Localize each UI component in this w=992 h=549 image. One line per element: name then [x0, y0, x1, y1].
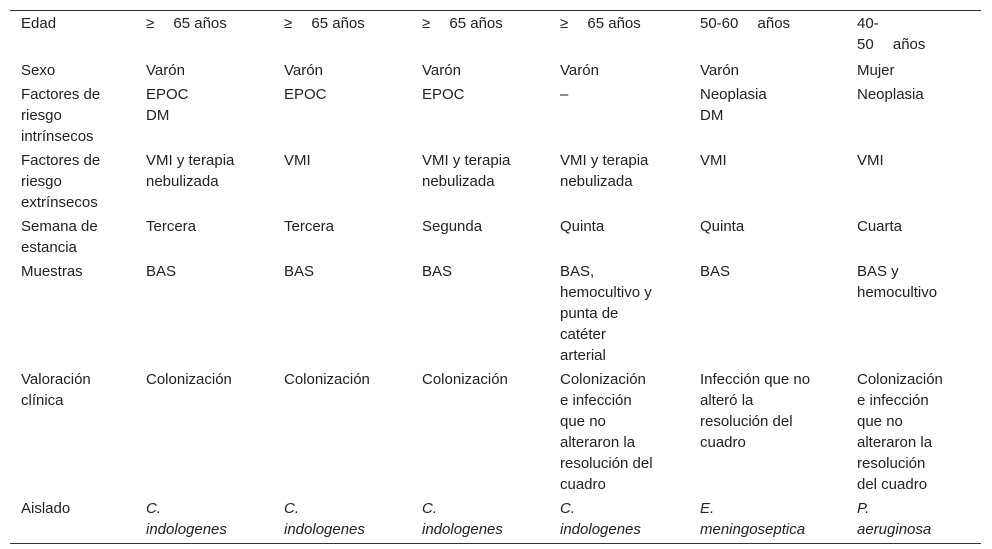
- table-cell: [146, 213, 284, 258]
- cell-text-line: C.: [284, 500, 299, 517]
- cell-text-line: VMI y terapia: [422, 152, 511, 169]
- cell-text-line: indologenes: [560, 521, 641, 538]
- cell-text-line: Quinta: [700, 218, 745, 235]
- row-label-cell: [10, 147, 146, 213]
- row-label-cell: [10, 213, 146, 258]
- cell-text-line: VMI: [857, 152, 884, 169]
- table-cell: [857, 495, 981, 544]
- table-cell: [700, 366, 857, 495]
- table-cell: [700, 81, 857, 147]
- table-cell: [560, 213, 700, 258]
- row-label-cell: [10, 57, 146, 81]
- cell-text-line: Tercera: [284, 218, 335, 235]
- cell-text-line: resolución del: [560, 455, 653, 472]
- table-cell: [146, 57, 284, 81]
- table-cell: [146, 495, 284, 544]
- table-cell: [284, 57, 422, 81]
- table-cell: [700, 258, 857, 366]
- cell-text-line: e infección: [857, 392, 929, 409]
- table-cell: [700, 495, 857, 544]
- row-label-line: clínica: [21, 392, 64, 409]
- table-cell: [560, 258, 700, 366]
- cell-text-line: Varón: [560, 62, 599, 79]
- table-cell: [422, 11, 560, 58]
- cell-text-line: Colonización: [284, 371, 370, 388]
- cell-text-line: 40-: [857, 15, 879, 32]
- table-row: [10, 81, 981, 147]
- cell-text-line: catéter: [560, 326, 606, 343]
- table-cell: [422, 366, 560, 495]
- cell-text-line: BAS: [284, 263, 315, 280]
- table-cell: [560, 57, 700, 81]
- row-label-line: riesgo: [21, 173, 62, 190]
- row-label-cell: [10, 258, 146, 366]
- cell-text-line: ≥ 65 años: [560, 15, 641, 32]
- table-body: [10, 11, 981, 544]
- table-row: [10, 258, 981, 366]
- cell-text-line: nebulizada: [560, 173, 633, 190]
- cell-text-line: alteró la: [700, 392, 754, 409]
- cell-text-line: resolución del: [700, 413, 793, 430]
- cell-text-line: Segunda: [422, 218, 483, 235]
- table-cell: [560, 366, 700, 495]
- cell-text-line: DM: [700, 107, 724, 124]
- row-label-line: extrínsecos: [21, 194, 98, 211]
- cell-text-line: Varón: [284, 62, 323, 79]
- cell-text-line: VMI: [700, 152, 727, 169]
- table-cell: [857, 366, 981, 495]
- cell-text-line: resolución: [857, 455, 926, 472]
- row-label-cell: [10, 495, 146, 544]
- cell-text-line: punta de: [560, 305, 619, 322]
- row-label-cell: [10, 11, 146, 58]
- table-cell: [857, 57, 981, 81]
- cell-text-line: C.: [422, 500, 437, 517]
- cell-text-line: E.: [700, 500, 715, 517]
- row-label-line: Aislado: [21, 500, 71, 517]
- table-cell: [857, 258, 981, 366]
- cell-text-line: Varón: [700, 62, 739, 79]
- table-cell: [422, 258, 560, 366]
- row-label-line: Edad: [21, 15, 57, 32]
- table-cell: [422, 81, 560, 147]
- table-row: [10, 213, 981, 258]
- cell-text-line: C.: [560, 500, 575, 517]
- cell-text-line: Colonización: [146, 371, 232, 388]
- table-cell: [700, 147, 857, 213]
- cell-text-line: nebulizada: [422, 173, 495, 190]
- row-label-line: Factores de: [21, 86, 101, 103]
- row-label-line: Valoración: [21, 371, 91, 388]
- cell-text-line: BAS,: [560, 263, 595, 280]
- table-cell: [146, 11, 284, 58]
- table-cell: [857, 81, 981, 147]
- table-cell: [560, 147, 700, 213]
- table-row: [10, 11, 981, 58]
- cell-text-line: VMI: [284, 152, 311, 169]
- cell-text-line: Cuarta: [857, 218, 903, 235]
- cell-text-line: BAS: [700, 263, 731, 280]
- table-cell: [146, 258, 284, 366]
- cell-text-line: indologenes: [146, 521, 227, 538]
- cell-text-line: ≥ 65 años: [422, 15, 503, 32]
- cell-text-line: EPOC: [422, 86, 465, 103]
- row-label-cell: [10, 366, 146, 495]
- cell-text-line: e infección: [560, 392, 632, 409]
- table-row: [10, 495, 981, 544]
- cell-text-line: que no: [560, 413, 606, 430]
- cell-text-line: Neoplasia: [700, 86, 767, 103]
- cell-text-line: Tercera: [146, 218, 197, 235]
- cell-text-line: 50-60 años: [700, 15, 791, 32]
- cell-text-line: indologenes: [284, 521, 365, 538]
- row-label-line: Muestras: [21, 263, 83, 280]
- table-cell: [422, 147, 560, 213]
- cell-text-line: Colonización: [560, 371, 646, 388]
- table-cell: [700, 213, 857, 258]
- cell-text-line: cuadro: [560, 476, 606, 493]
- cell-text-line: BAS y: [857, 263, 899, 280]
- table-cell: [560, 11, 700, 58]
- cell-text-line: Varón: [146, 62, 185, 79]
- table-cell: [422, 57, 560, 81]
- cell-text-line: alteraron la: [857, 434, 933, 451]
- cell-text-line: EPOC: [284, 86, 327, 103]
- table-cell: [146, 147, 284, 213]
- table-cell: [284, 11, 422, 58]
- row-label-line: estancia: [21, 239, 77, 256]
- cell-text-line: VMI y terapia: [560, 152, 649, 169]
- table-cell: [560, 495, 700, 544]
- cell-text-line: Varón: [422, 62, 461, 79]
- cell-text-line: Colonización: [857, 371, 943, 388]
- table-cell: [284, 81, 422, 147]
- table-row: [10, 57, 981, 81]
- cell-text-line: Mujer: [857, 62, 895, 79]
- table-cell: [700, 57, 857, 81]
- clinical-cases-table: [10, 10, 981, 544]
- cell-text-line: 50 años: [857, 36, 926, 53]
- table-cell: [284, 258, 422, 366]
- cell-text-line: hemocultivo y: [560, 284, 652, 301]
- cell-text-line: Quinta: [560, 218, 605, 235]
- table-cell: [857, 147, 981, 213]
- clinical-cases-table-wrapper: [10, 10, 981, 544]
- cell-text-line: del cuadro: [857, 476, 928, 493]
- cell-text-line: hemocultivo: [857, 284, 938, 301]
- table-cell: [284, 213, 422, 258]
- cell-text-line: BAS: [422, 263, 453, 280]
- cell-text-line: meningoseptica: [700, 521, 806, 538]
- cell-text-line: alteraron la: [560, 434, 636, 451]
- row-label-line: riesgo: [21, 107, 62, 124]
- table-cell: [284, 366, 422, 495]
- table-row: [10, 366, 981, 495]
- row-label-line: intrínsecos: [21, 128, 94, 145]
- cell-text-line: –: [560, 86, 569, 103]
- table-cell: [857, 11, 981, 58]
- cell-text-line: cuadro: [700, 434, 746, 451]
- table-cell: [284, 495, 422, 544]
- table-cell: [422, 213, 560, 258]
- cell-text-line: VMI y terapia: [146, 152, 235, 169]
- row-label-line: Factores de: [21, 152, 101, 169]
- cell-text-line: nebulizada: [146, 173, 219, 190]
- table-cell: [146, 81, 284, 147]
- cell-text-line: ≥ 65 años: [284, 15, 365, 32]
- cell-text-line: Infección que no: [700, 371, 811, 388]
- cell-text-line: EPOC: [146, 86, 189, 103]
- table-cell: [560, 81, 700, 147]
- row-label-line: Semana de: [21, 218, 98, 235]
- cell-text-line: Neoplasia: [857, 86, 924, 103]
- table-cell: [700, 11, 857, 58]
- table-cell: [422, 495, 560, 544]
- cell-text-line: BAS: [146, 263, 177, 280]
- cell-text-line: ≥ 65 años: [146, 15, 227, 32]
- cell-text-line: C.: [146, 500, 161, 517]
- cell-text-line: aeruginosa: [857, 521, 932, 538]
- table-cell: [857, 213, 981, 258]
- table-cell: [146, 366, 284, 495]
- row-label-cell: [10, 81, 146, 147]
- cell-text-line: que no: [857, 413, 903, 430]
- table-row: [10, 147, 981, 213]
- cell-text-line: arterial: [560, 347, 606, 364]
- cell-text-line: P.: [857, 500, 870, 517]
- cell-text-line: Colonización: [422, 371, 508, 388]
- row-label-line: Sexo: [21, 62, 56, 79]
- cell-text-line: indologenes: [422, 521, 503, 538]
- cell-text-line: DM: [146, 107, 170, 124]
- table-cell: [284, 147, 422, 213]
